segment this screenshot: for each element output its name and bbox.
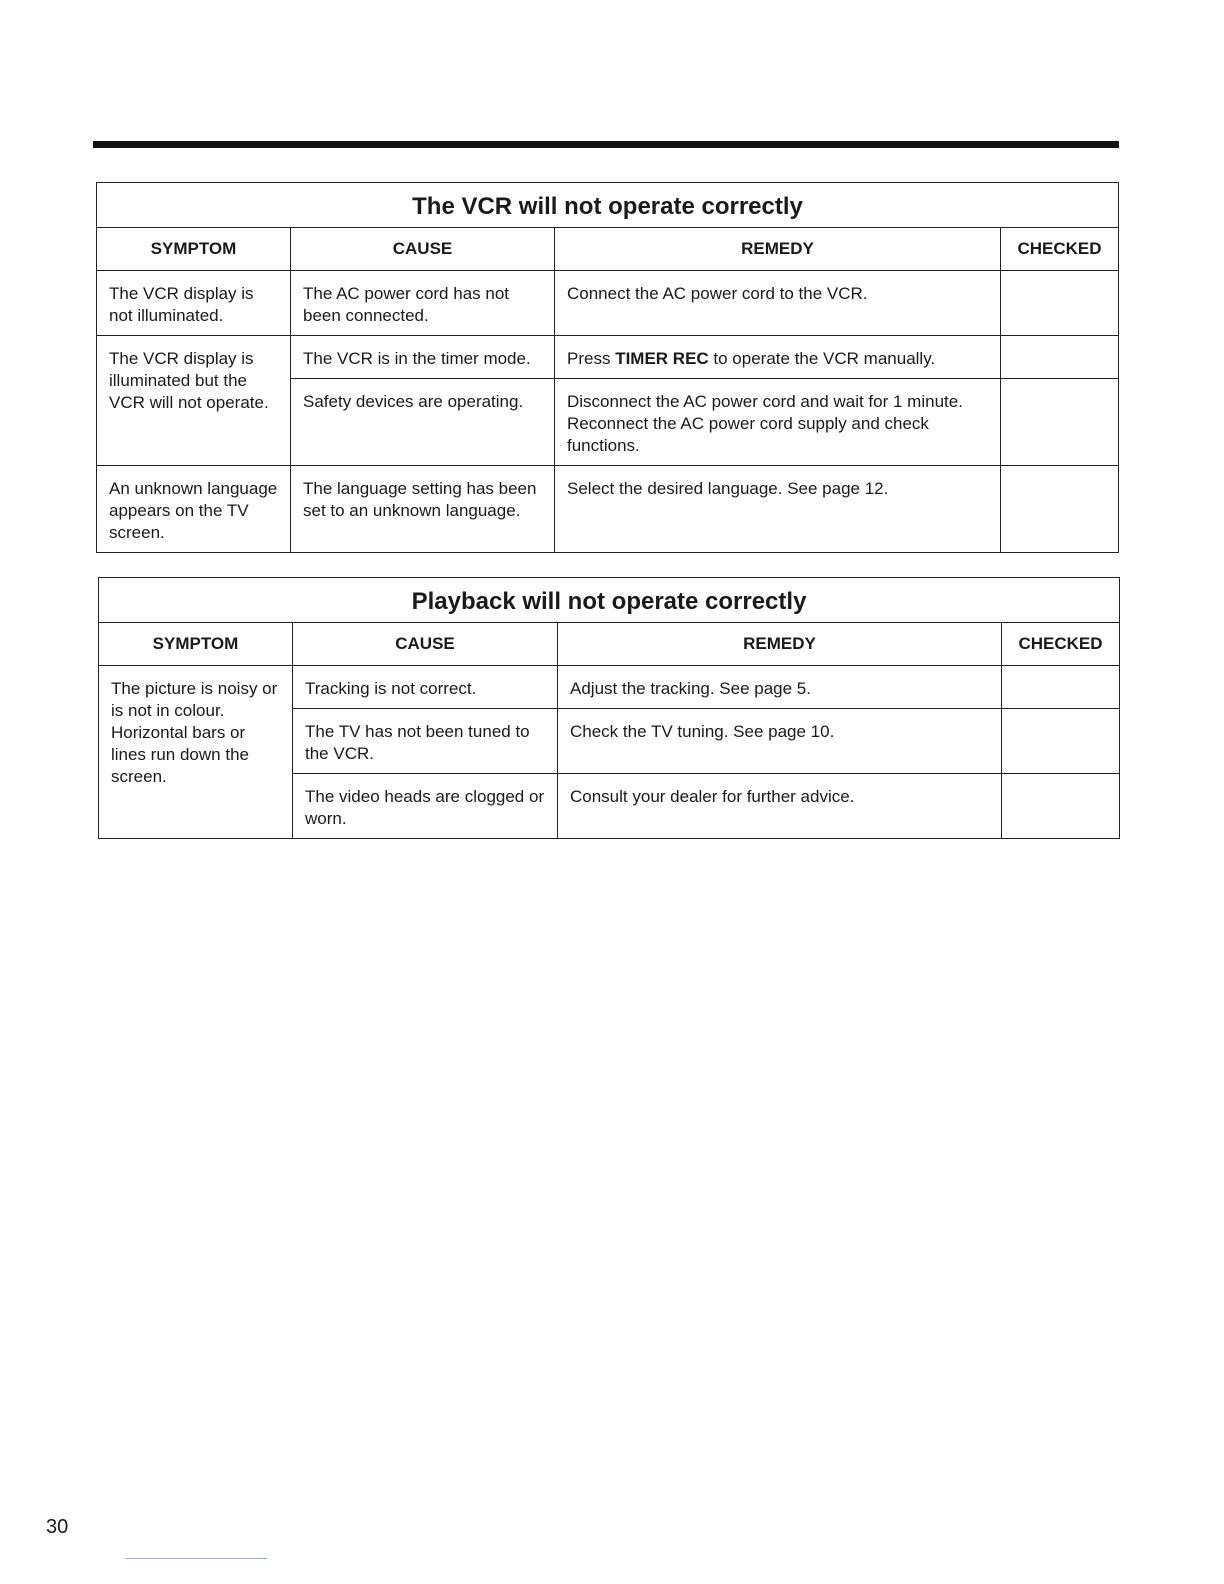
table-row <box>97 466 1119 553</box>
remedy-cell <box>555 336 1001 379</box>
cause-cell: Safety devices are operating. <box>291 379 555 466</box>
checked-cell <box>1001 336 1119 379</box>
remedy-suffix: to operate the VCR manually. <box>708 349 936 368</box>
header-remedy: REMEDY <box>555 228 1001 271</box>
remedy-cell: Adjust the tracking. See page 5. <box>558 666 1002 709</box>
checked-cell <box>1002 774 1120 839</box>
cause-cell: Tracking is not correct. <box>293 666 558 709</box>
symptom-cell: The picture is noisy or is not in colour. Horizontal bars or lines run down the screen. <box>99 666 293 839</box>
remedy-cell: Connect the AC power cord to the VCR. <box>555 271 1001 336</box>
symptom-cell: An unknown language appears on the TV screen. <box>97 466 291 553</box>
page-number: 30 <box>46 1516 69 1538</box>
remedy-cell: Check the TV tuning. See page 10. <box>558 709 1002 774</box>
table-row <box>97 271 1119 336</box>
remedy-cell: Disconnect the AC power cord and wait for 1 minute. Reconnect the AC power cord supply and check functions. <box>555 379 1001 466</box>
cause-cell: The TV has not been tuned to the VCR. <box>293 709 558 774</box>
cause-cell: The language setting has been set to an unknown language. <box>291 466 555 553</box>
header-cause: CAUSE <box>293 623 558 666</box>
checked-cell <box>1002 709 1120 774</box>
table-title: Playback will not operate correctly <box>99 578 1120 623</box>
footer-rule <box>126 1558 267 1559</box>
header-symptom: SYMPTOM <box>99 623 293 666</box>
cause-cell: The VCR is in the timer mode. <box>291 336 555 379</box>
top-rule <box>93 141 1119 148</box>
header-checked: CHECKED <box>1001 228 1119 271</box>
table-row <box>97 336 1119 379</box>
checked-cell <box>1001 271 1119 336</box>
table-row <box>99 666 1120 709</box>
header-checked: CHECKED <box>1002 623 1120 666</box>
timer-rec-label: TIMER REC <box>615 349 709 368</box>
header-symptom: SYMPTOM <box>97 228 291 271</box>
table-title: The VCR will not operate correctly <box>97 183 1119 228</box>
remedy-cell: Consult your dealer for further advice. <box>558 774 1002 839</box>
header-remedy: REMEDY <box>558 623 1002 666</box>
playback-table <box>98 577 1120 839</box>
checked-cell <box>1002 666 1120 709</box>
remedy-prefix: Press <box>567 349 616 368</box>
vcr-operation-table <box>96 182 1119 553</box>
checked-cell <box>1001 379 1119 466</box>
cause-cell: The video heads are clogged or worn. <box>293 774 558 839</box>
checked-cell <box>1001 466 1119 553</box>
header-cause: CAUSE <box>291 228 555 271</box>
symptom-cell: The VCR display is illuminated but the VCR will not operate. <box>97 336 291 466</box>
remedy-cell: Select the desired language. See page 12. <box>555 466 1001 553</box>
cause-cell: The AC power cord has not been connected. <box>291 271 555 336</box>
symptom-cell: The VCR display is not illuminated. <box>97 271 291 336</box>
